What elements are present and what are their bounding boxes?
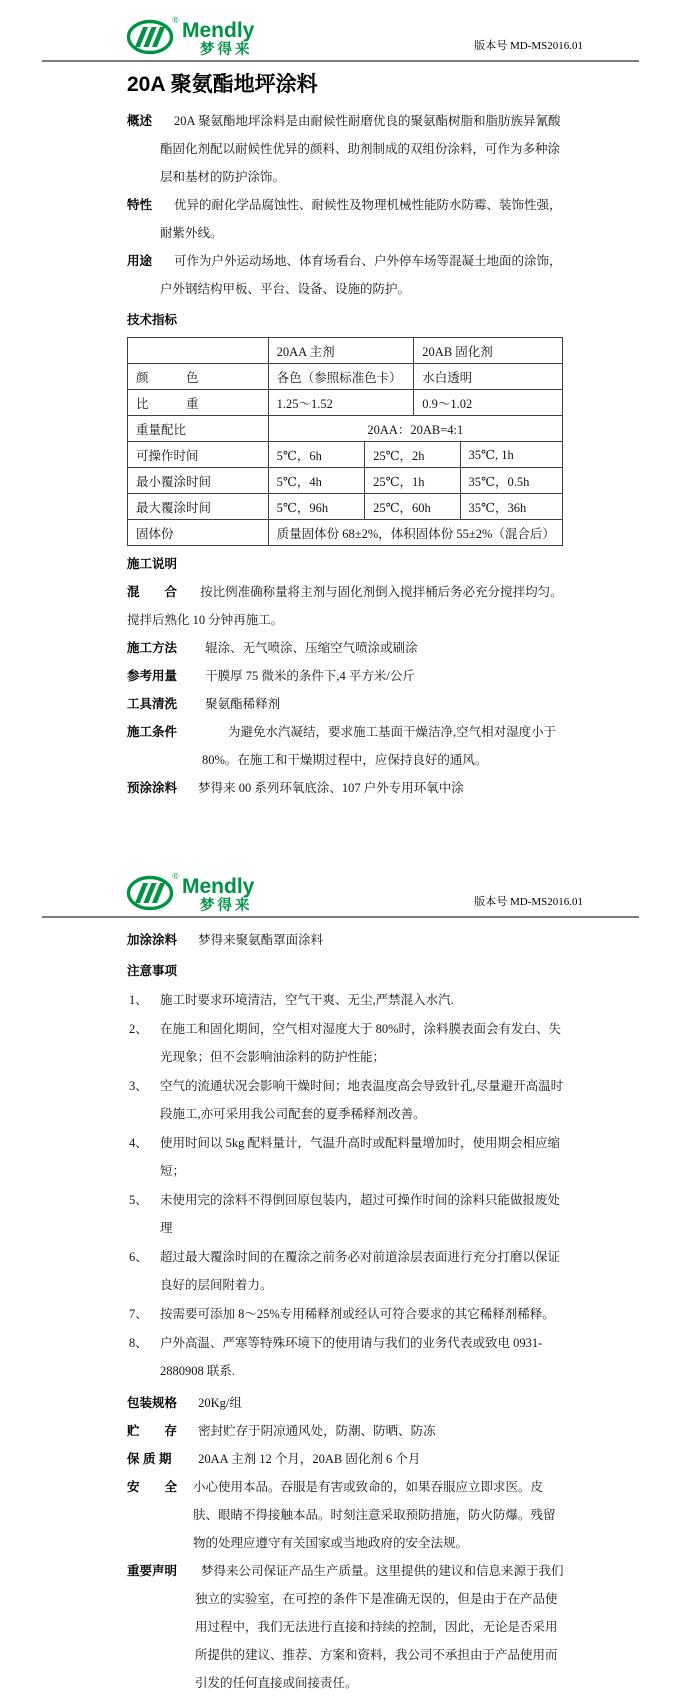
note-text: 未使用完的涂料不得倒回原包装内，超过可操作时间的涂料只能做报废处理: [160, 1193, 561, 1235]
method-text: 辊涂、无气喷涂、压缩空气喷涂或刷涂: [205, 641, 418, 655]
note-item-3: [127, 1072, 564, 1128]
brand-name-en: Mendly: [182, 19, 255, 42]
statement-row: [127, 1557, 564, 1697]
brand-name-en: Mendly: [182, 875, 255, 898]
packing-label: 包装规格: [127, 1396, 178, 1410]
statement-text: 梦得来公司保证产品生产质量。这里提供的建议和信息来源于我们独立的实验室，在可控的条件下是准确无误的，但是由于在产品使用过程中，我们无法进行直接和持续的控制，因此，无论是否采用所提供的建议、推荐、方案和资料，我公司不承担由于产品使用而引发的任何直接或间接责任。: [195, 1564, 564, 1690]
registered-mark-icon: ®: [172, 871, 179, 881]
condition-row: [127, 718, 564, 774]
storage-text: 密封贮存于阴凉通风处，防潮、防晒、防冻: [198, 1424, 436, 1438]
mixing-row: [127, 578, 564, 606]
note-text: 超过最大覆涂时间的在覆涂之前务必对前道涂层表面进行充分打磨以保证良好的层间附着力。: [160, 1250, 561, 1292]
overview-text: 20A 聚氨酯地坪涂料是由耐候性耐磨优良的聚氨酯树脂和脂肪族异氰酸酯固化剂配以耐候性优异的颜料、助剂制成的双组份涂料，可作为多种涂层和基材的防护涂饰。: [160, 114, 561, 184]
table-row-solids: 固体份 质量固体份 68±2%，体积固体份 55±2%（混合后）: [128, 520, 563, 546]
col-hardener: 20AB 固化剂: [414, 338, 563, 364]
note-item-4: [127, 1129, 564, 1185]
method-label: 施工方法: [127, 641, 178, 655]
safety-text: 小心使用本品。吞服是有害或致命的，如果吞服应立即求医。皮肤、眼睛不得接触本品。时刻注意采取预防措施，防火防爆。残留物的处理应遵守有关国家或当地政府的安全法规。: [193, 1480, 556, 1550]
shelf-life-row: [127, 1445, 564, 1473]
feature-section: [127, 191, 564, 247]
dosage-text: 干膜厚 75 微米的条件下,4 平方米/公斤: [205, 669, 415, 683]
shelf-life-label: 保 质 期: [127, 1452, 172, 1466]
note-text: 按需要可添加 8～25%专用稀释剂或经认可符合要求的其它稀释剂稀释。: [160, 1307, 555, 1321]
table-row-color: 颜 色 各色（参照标准色卡） 水白透明: [128, 364, 563, 390]
mixing-text-2: 搅拌后熟化 10 分钟再施工。: [127, 613, 284, 627]
note-text: 使用时间以 5kg 配料量计，气温升高时或配料量增加时，使用期会相应缩短；: [160, 1136, 561, 1178]
brand-name-cn: 梦得来: [200, 42, 253, 58]
note-number: 2、: [129, 1022, 148, 1036]
tech-specs-title: 技术指标: [127, 313, 178, 327]
logo-mark: [129, 878, 172, 909]
note-item-6: [127, 1243, 564, 1299]
note-number: 8、: [129, 1336, 148, 1350]
mixing-text: 按比例准确称量将主剂与固化剂倒入搅拌桶后务必充分搅拌均匀。: [200, 585, 563, 599]
version-number: 版本号 MD-MS2016.01: [474, 40, 583, 52]
header-divider: [42, 916, 639, 918]
cleaning-text: 聚氨酯稀释剂: [205, 697, 281, 711]
page-2: [0, 856, 687, 1697]
version-number: 版本号 MD-MS2016.01: [474, 896, 583, 908]
usage-section: [127, 247, 564, 303]
note-text: 户外高温、严寒等特殊环境下的使用请与我们的业务代表或致电 0931-2880908 联系.: [160, 1336, 543, 1378]
packing-row: [127, 1389, 564, 1417]
note-number: 6、: [129, 1250, 148, 1264]
topcoat-row: [127, 926, 564, 954]
page-header: [0, 0, 687, 58]
page-header: [0, 856, 687, 914]
logo-mark: [129, 22, 172, 53]
table-row-ratio: 重量配比 20AA：20AB=4:1: [128, 416, 563, 442]
note-number: 5、: [129, 1193, 148, 1207]
packing-text: 20Kg/组: [198, 1396, 242, 1410]
precoat-text: 梦得来 00 系列环氧底涂、107 户外专用环氧中涂: [198, 781, 464, 795]
note-item-1: [127, 986, 564, 1014]
statement-label: 重要声明: [127, 1564, 178, 1578]
page1-content: [127, 71, 564, 802]
note-item-5: [127, 1186, 564, 1242]
mendly-logo: [126, 868, 294, 914]
note-text: 施工时要求环境清洁，空气干爽、无尘,严禁混入水汽.: [160, 993, 454, 1007]
product-title: 20A 聚氨酯地坪涂料: [127, 73, 318, 96]
table-row-min-recoat: 最小覆涂时间 5℃，4h 25℃，1h 35℃，0.5h: [128, 468, 563, 494]
note-text: 空气的流通状况会影响干燥时间；地表温度高会导致针孔,尽量避开高温时段施工,亦可采用我公司配套的夏季稀释剂改善。: [160, 1079, 564, 1121]
table-row-header: [128, 338, 563, 364]
cleaning-row: [127, 690, 564, 718]
shelf-life-text: 20AA 主剂 12 个月，20AB 固化剂 6 个月: [198, 1452, 421, 1466]
feature-label: 特性: [127, 198, 153, 212]
topcoat-text: 梦得来聚氨酯罩面涂料: [198, 933, 324, 947]
method-row: [127, 634, 564, 662]
table-row-max-recoat: 最大覆涂时间 5℃，96h 25℃，60h 35℃，36h: [128, 494, 563, 520]
note-item-7: [127, 1300, 564, 1328]
safety-row: [127, 1473, 564, 1557]
overview-label: 概述: [127, 114, 153, 128]
registered-mark-icon: ®: [172, 15, 179, 25]
safety-label: 安 全: [127, 1480, 178, 1494]
dosage-label: 参考用量: [127, 669, 178, 683]
table-corner-cell: [128, 338, 269, 364]
usage-label: 用途: [127, 254, 153, 268]
cleaning-label: 工具清洗: [127, 697, 178, 711]
overview-section: [127, 107, 564, 191]
construction-title: 施工说明: [127, 557, 178, 571]
table-row-gravity: 比 重 1.25～1.52 0.9～1.02: [128, 390, 563, 416]
note-number: 7、: [129, 1307, 148, 1321]
note-text: 在施工和固化期间，空气相对湿度大于 80%时，涂料膜表面会有发白、失光现象；但不会影响油涂料的防护性能；: [160, 1022, 562, 1064]
brand-name-cn: 梦得来: [200, 898, 253, 914]
precoat-row: [127, 774, 564, 802]
usage-text: 可作为户外运动场地、体育场看台、户外停车场等混凝土地面的涂饰，户外钢结构甲板、平台、设备、设施的防护。: [160, 254, 562, 296]
note-item-2: [127, 1015, 564, 1071]
mixing-label: 混 合: [127, 585, 178, 599]
mendly-logo: [126, 12, 294, 58]
condition-label: 施工条件: [127, 725, 178, 739]
note-number: 4、: [129, 1136, 148, 1150]
storage-label: 贮 存: [127, 1424, 178, 1438]
page-1: [0, 0, 687, 802]
mixing-row-2: [127, 606, 564, 634]
notes-list: [127, 986, 564, 1385]
tech-specs-table: [127, 337, 563, 546]
col-main-agent: 20AA 主剂: [268, 338, 414, 364]
note-number: 3、: [129, 1079, 148, 1093]
note-number: 1、: [129, 993, 148, 1007]
condition-text: 为避免水汽凝结，要求施工基面干燥洁净,空气相对湿度小于 80%。在施工和干燥期过程中，应保持良好的通风。: [202, 725, 557, 767]
feature-text: 优异的耐化学品腐蚀性、耐候性及物理机械性能防水防霉、装饰性强，耐紫外线。: [160, 198, 562, 240]
table-row-pot-life: 可操作时间 5℃，6h 25℃，2h 35℃, 1h: [128, 442, 563, 468]
header-divider: [42, 60, 639, 62]
topcoat-label: 加涂涂料: [127, 933, 178, 947]
page2-content: [127, 926, 564, 1697]
dosage-row: [127, 662, 564, 690]
storage-row: [127, 1417, 564, 1445]
note-item-8: [127, 1329, 564, 1385]
precoat-label: 预涂涂料: [127, 781, 178, 795]
notes-title: 注意事项: [127, 964, 178, 978]
